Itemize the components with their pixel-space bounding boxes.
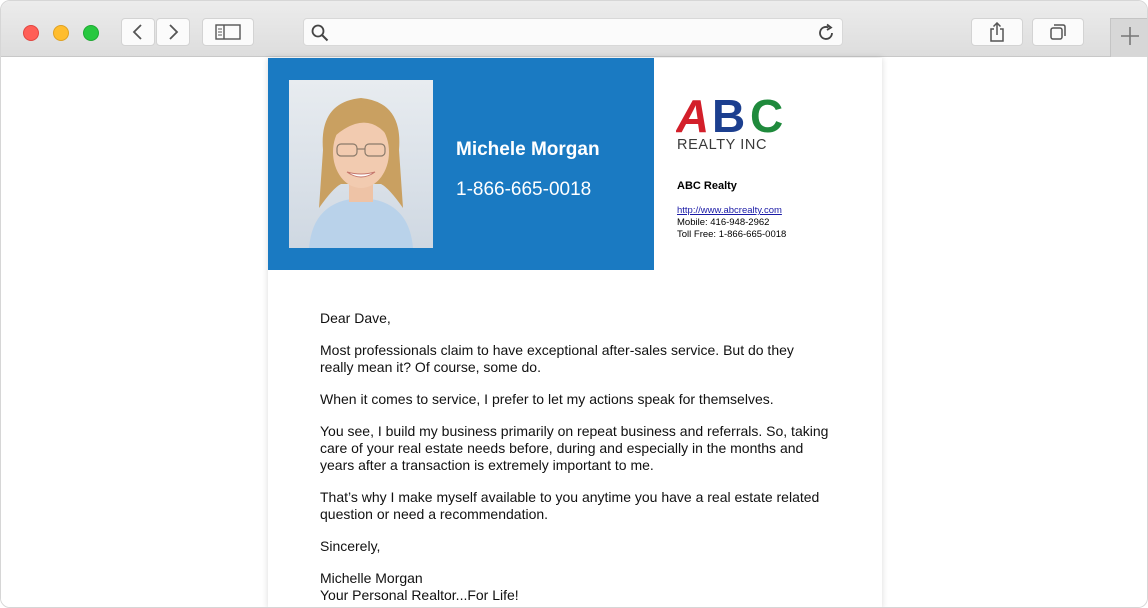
minimize-window-button[interactable] (53, 25, 69, 41)
closing: Sincerely, (320, 538, 381, 554)
sidebar-icon (215, 24, 241, 40)
browser-toolbar (1, 1, 1148, 57)
svg-text:REALTY INC: REALTY INC (677, 137, 768, 153)
address-bar[interactable] (303, 18, 843, 46)
close-window-button[interactable] (23, 25, 39, 41)
letter-paragraph: You see, I build my business primarily on repeat business and referrals. So, taking care of your real estate needs before, during and especially in the months and years after a transaction is extremely important to me. (320, 423, 829, 473)
sidebar-button[interactable] (202, 18, 254, 46)
share-button[interactable] (971, 18, 1023, 46)
agent-banner (268, 58, 654, 270)
zoom-window-button[interactable] (83, 25, 99, 41)
letter-text (320, 310, 830, 604)
company-logo (676, 94, 792, 154)
svg-text:C: C (750, 94, 784, 142)
letter-paragraph: Most professionals claim to have exceptional after-sales service. But do they really mean it? Of course, some do. (320, 342, 794, 375)
tabs-icon (1049, 23, 1067, 41)
tabs-overview-button[interactable] (1032, 18, 1084, 46)
svg-text:A: A (676, 94, 710, 142)
share-icon (989, 22, 1005, 42)
page-content (1, 58, 1148, 608)
back-icon (132, 24, 144, 40)
toll-free-number: Toll Free: 1-866-665-0018 (677, 229, 787, 240)
company-name: ABC Realty (677, 180, 737, 192)
forward-icon (167, 24, 179, 40)
contact-details (677, 205, 786, 241)
agent-name: Michele Morgan (456, 139, 600, 160)
email-body (268, 58, 882, 608)
mobile-number: Mobile: 416-948-2962 (677, 217, 770, 228)
back-button[interactable] (121, 18, 155, 46)
greeting: Dear Dave, (320, 310, 391, 326)
forward-button[interactable] (156, 18, 190, 46)
letter-paragraph: That’s why I make myself available to you anytime you have a real estate related question or need a recommendation. (320, 489, 820, 522)
agent-phone: 1-866-665-0018 (456, 179, 592, 200)
search-icon (311, 24, 329, 47)
plus-icon (1120, 26, 1140, 51)
new-tab-button[interactable] (1110, 18, 1148, 57)
svg-text:B: B (712, 94, 746, 142)
signature-tagline: Your Personal Realtor...For Life! (320, 587, 519, 603)
website-link[interactable]: http://www.abcrealty.com (677, 205, 782, 216)
reload-icon[interactable] (816, 23, 836, 48)
signature-name: Michelle Morgan (320, 570, 423, 586)
letter-paragraph: When it comes to service, I prefer to let my actions speak for themselves. (320, 391, 774, 407)
agent-photo (289, 80, 433, 248)
